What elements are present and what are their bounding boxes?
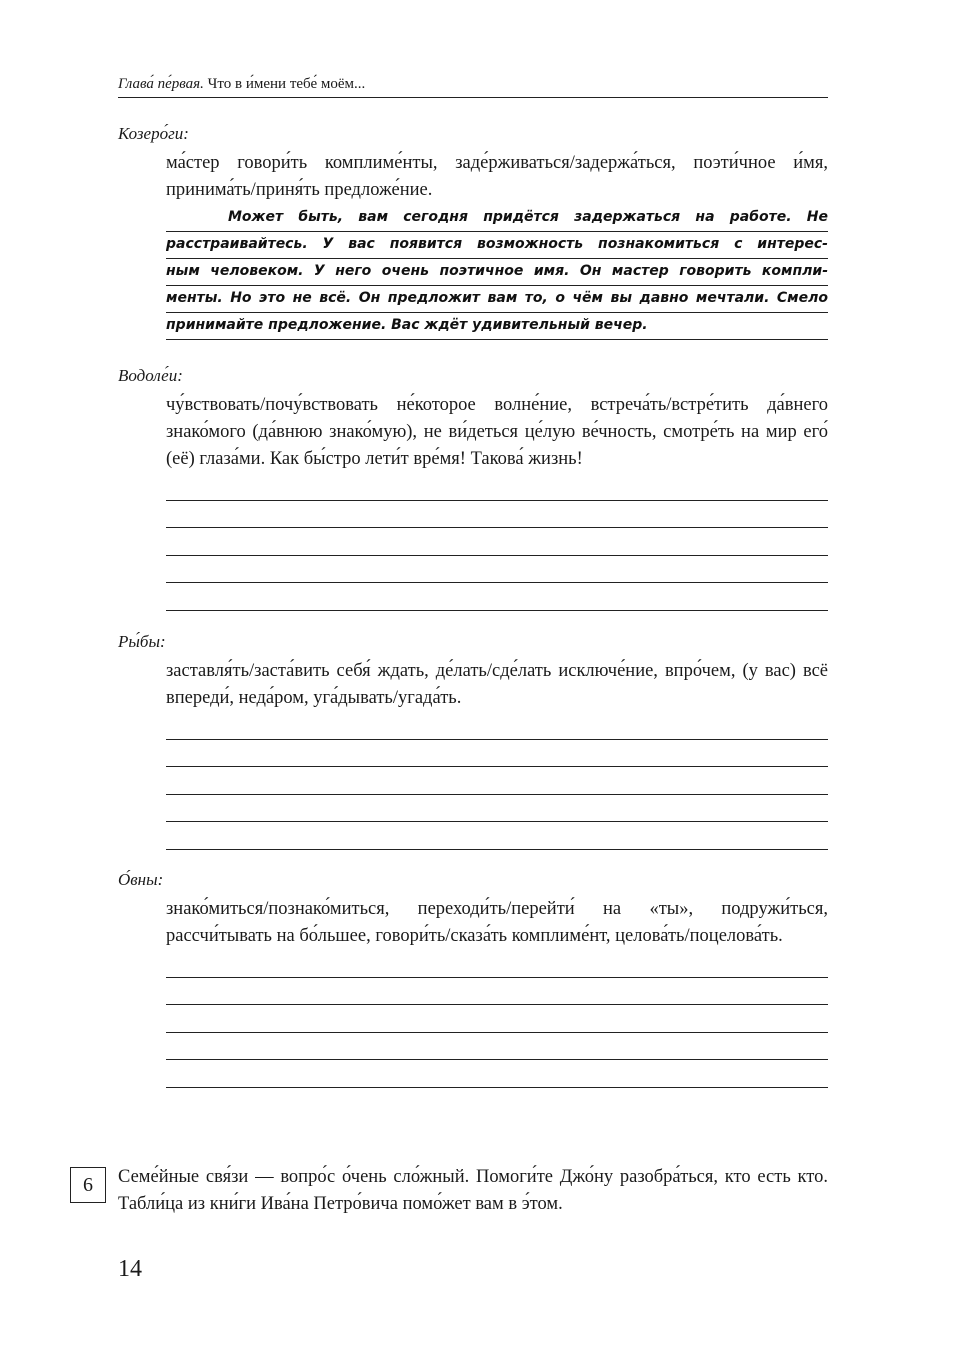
sign-title: Ры́бы: [118, 632, 166, 651]
sign-title: Козеро́ги: [118, 124, 189, 143]
writing-line[interactable] [166, 767, 828, 795]
chapter-title: Что в и́мени тебе́ моём... [207, 76, 366, 92]
writing-line[interactable] [166, 583, 828, 611]
task-number-box: 6 [70, 1167, 106, 1203]
section-aquarius [118, 366, 828, 611]
vocabulary-text: знако́миться/познако́миться, переходи́ть/перейти́ на «ты», подружи́ться, рассчи́тывать на бо́льшее, говори́ть/сказа́ть комплиме́нт, целова́ть/поцелова́ть. [166, 899, 828, 946]
answer-line: ным человеком. У него очень поэтичное имя. Он мастер говорить компли- [166, 259, 828, 286]
sign-title: Водоле́и: [118, 366, 183, 385]
writing-line[interactable] [166, 795, 828, 823]
writing-line[interactable] [166, 473, 828, 501]
task-6 [70, 1164, 828, 1218]
answer-line: менты. Но это не всё. Он предложит вам то, о чём вы давно мечтали. Смело [166, 286, 828, 313]
sign-title: О́вны: [118, 870, 164, 889]
answer-line: принимайте предложение. Вас ждёт удивительный вечер. [166, 313, 828, 340]
handwritten-answer [166, 205, 828, 340]
writing-line[interactable] [166, 950, 828, 978]
writing-line[interactable] [166, 501, 828, 529]
section-pisces [118, 632, 828, 850]
writing-line[interactable] [166, 1033, 828, 1061]
writing-line[interactable] [166, 978, 828, 1006]
writing-line[interactable] [166, 740, 828, 768]
vocabulary-text: чу́вствовать/почу́вствовать не́которое волне́ние, встреча́ть/встре́тить да́внего знако́мого (да́внюю знако́мую), не ви́деться це́лую ве́чность, смотре́ть на мир его́ (её) глаза́ми. Как бы́стро лети́т вре́мя! Такова́ жизнь! [166, 395, 828, 469]
task-instruction: Семе́йные свя́зи — вопро́с о́чень сло́жный. Помоги́те Джо́ну разобра́ться, кто есть кто. Табли́ца из кни́ги Ива́на Петро́вича помо́жет вам в э́том. [118, 1167, 828, 1214]
writing-line[interactable] [166, 712, 828, 740]
chapter-label: Глава́ пе́рвая. [118, 76, 204, 92]
vocabulary-text: заставля́ть/заста́вить себя́ ждать, де́лать/сде́лать исключе́ние, впро́чем, (у вас) всё впереди́, неда́ром, уга́дывать/угада́ть. [166, 661, 828, 708]
writing-line[interactable] [166, 822, 828, 850]
writing-line[interactable] [166, 556, 828, 584]
vocabulary-text: ма́стер говори́ть комплиме́нты, заде́рживаться/задержа́ться, поэти́чное и́мя, принима́ть/приня́ть предложе́ние. [166, 153, 828, 200]
section-aries [118, 870, 828, 1088]
answer-line: расстраивайтесь. У вас появится возможность познакомиться с интерес- [166, 232, 828, 259]
writing-line[interactable] [166, 1005, 828, 1033]
answer-line: Может быть, вам сегодня придётся задержаться на работе. Не [166, 205, 828, 232]
running-header [118, 76, 828, 98]
writing-line[interactable] [166, 528, 828, 556]
section-capricorns [118, 124, 828, 340]
writing-line[interactable] [166, 1060, 828, 1088]
page-number: 14 [118, 1256, 142, 1282]
